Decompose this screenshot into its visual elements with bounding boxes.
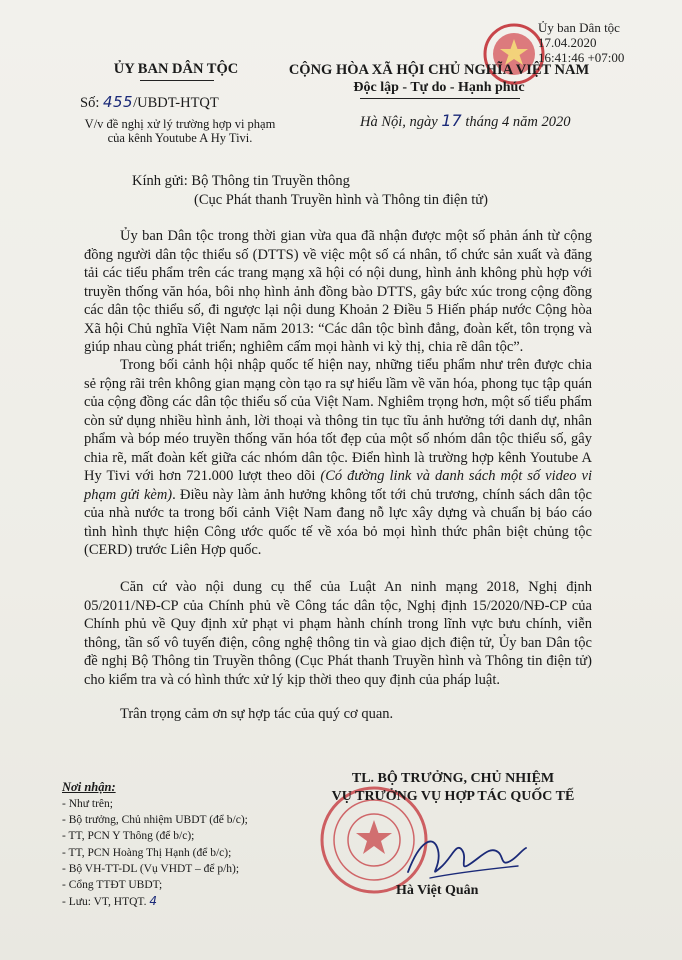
signature-title-2: VỤ TRƯỞNG VỤ HỢP TÁC QUỐC TẾ — [331, 789, 575, 804]
closing-thanks: Trân trọng cảm ơn sự hợp tác của quý cơ quan. — [120, 706, 394, 722]
recipient-item: - Như trên; — [62, 798, 113, 810]
recipient-item-archive — [62, 893, 248, 910]
date-suffix: tháng 4 năm 2020 — [465, 114, 571, 130]
document-subject — [60, 117, 300, 145]
national-motto: Độc lập - Tự do - Hạnh phúc — [353, 80, 525, 95]
digital-signature-org: Ủy ban Dân tộc — [538, 20, 620, 35]
national-title: CỘNG HÒA XÃ HỘI CHỦ NGHĨA VIỆT NAM — [288, 62, 590, 78]
recipient-item: - TT, PCN Y Thông (để b/c); — [62, 830, 195, 843]
archive-label: - Lưu: VT, HTQT. — [62, 896, 147, 909]
body-paragraph-2 — [84, 356, 592, 560]
recipient-item: - Bộ trưởng, Chủ nhiệm UBDT (để b/c); — [62, 814, 248, 827]
document-number-prefix: Số: — [80, 95, 100, 111]
body-paragraph-2-part-b: . Điều này làm ảnh hưởng không tốt tới chủ trương, chính sách dân tộc của nhà nước ta trong bối cảnh Việt Nam đang nỗ lực xây dựng và chuẩn bị báo cáo tình hình thực hiện Công ước quốc tế về xóa bỏ mọi hình thức phân biệt chủng tộc (CERD) trước Liên Hợp quốc. — [84, 486, 592, 558]
subject-line-2: của kênh Youtube A Hy Tivi. — [107, 131, 253, 145]
digital-signature-date: 17.04.2020 — [538, 35, 597, 50]
handwritten-signature-icon — [400, 820, 530, 890]
motto-underline — [360, 98, 520, 99]
addressee-line-1: Kính gửi: Bộ Thông tin Truyền thông — [132, 173, 350, 189]
recipients-list — [62, 796, 248, 910]
issuing-org-name: ỦY BAN DÂN TỘC — [113, 61, 239, 77]
digital-signature-text — [538, 20, 678, 65]
document-number-suffix: /UBDT-HTQT — [133, 95, 219, 111]
signer-name: Hà Việt Quân — [396, 883, 479, 898]
org-underline — [140, 80, 214, 81]
copies-handwritten: 4 — [149, 894, 157, 909]
date-day-handwritten: 17 — [441, 111, 462, 130]
body-paragraph-2-italic: (Có đường link và danh sách một số video vi phạm gửi kèm) — [84, 468, 592, 503]
body-paragraph-3: Căn cứ vào nội dung cụ thể của Luật An ninh mạng 2018, Nghị định 05/2011/NĐ-CP của Chính phủ về Công tác dân tộc, Nghị định 15/2020/NĐ-CP của Chính phủ về Quy định xử phạt vi phạm hành chính trong lĩnh vực bưu chính, viễn thông, tần số vô tuyến điện, công nghệ thông tin và giao dịch điện tử, Ủy ban Dân tộc đề nghị Bộ Thông tin Truyền thông (Cục Phát thanh Truyền hình và Thông tin điện tử) cho kiểm tra và có hình thức xử lý kịp thời theo quy định của pháp luật. — [84, 579, 592, 688]
recipient-item: - Bộ VH-TT-DL (Vụ VHDT – để p/h); — [62, 862, 240, 875]
signature-title-1: TL. BỘ TRƯỞNG, CHỦ NHIỆM — [351, 771, 555, 786]
digital-signature-time: 16:41:46 +07:00 — [538, 50, 625, 65]
addressee-line-2: (Cục Phát thanh Truyền hình và Thông tin điện tử) — [194, 192, 488, 208]
recipients-title: Nơi nhận: — [62, 780, 116, 794]
body-paragraph-2-part-a: Trong bối cảnh hội nhập quốc tế hiện nay, những tiểu phẩm như trên được chia sẻ rộng rãi trên không gian mạng còn tạo ra sự hiểu lầm về văn hóa, phong tục tập quán của cộng đồng các dân tộc thiểu số của Việt Nam. Nghiêm trọng hơn, một số tiểu phẩm còn sử dụng nhiều hình ảnh, lời thoại và thông tin tục tĩu ảnh hưởng tới danh dự, nhân phẩm và bóp méo truyền thống văn hóa tốt đẹp của một số nhóm dân tộc thiểu số, gây chia rẽ, mất đoàn kết giữa các nhóm dân tộc. Điển hình là trường hợp kênh Youtube A Hy Tivi với hơn 721.000 lượt theo dõi — [84, 357, 592, 484]
subject-line-1: V/v đề nghị xử lý trường hợp vi phạm — [84, 117, 276, 131]
recipient-item: - TT, PCN Hoàng Thị Hạnh (để b/c); — [62, 846, 232, 859]
document-number — [80, 93, 219, 112]
addressee — [132, 172, 488, 210]
body-paragraph-1: Ủy ban Dân tộc trong thời gian vừa qua đã nhận được một số phản ánh từ cộng đồng người dân tộc thiểu số (DTTS) về việc một số cá nhân, tổ chức sản xuất và đăng tải các tiểu phẩm trên các trang mạng xã hội có nội dung, hình ảnh không phù hợp với truyền thống văn hóa, bôi nhọ hình ảnh đồng bào DTTS, gây bức xúc trong cộng đồng các dân tộc thiểu số, đi ngược lại nội dung Khoản 2 Điều 5 Hiến pháp nước Cộng hòa Xã hội Chủ nghĩa Việt Nam năm 2013: “Các dân tộc bình đẳng, đoàn kết, tôn trọng và giúp nhau cùng phát triển; nghiêm cấm mọi hành vi kỳ thị, chia rẽ dân tộc”. — [84, 228, 592, 355]
date-prefix: Hà Nội, ngày — [360, 114, 438, 130]
issue-date — [360, 111, 570, 131]
document-number-handwritten: 455 — [102, 93, 134, 111]
recipient-item: - Cổng TTĐT UBDT; — [62, 879, 163, 892]
